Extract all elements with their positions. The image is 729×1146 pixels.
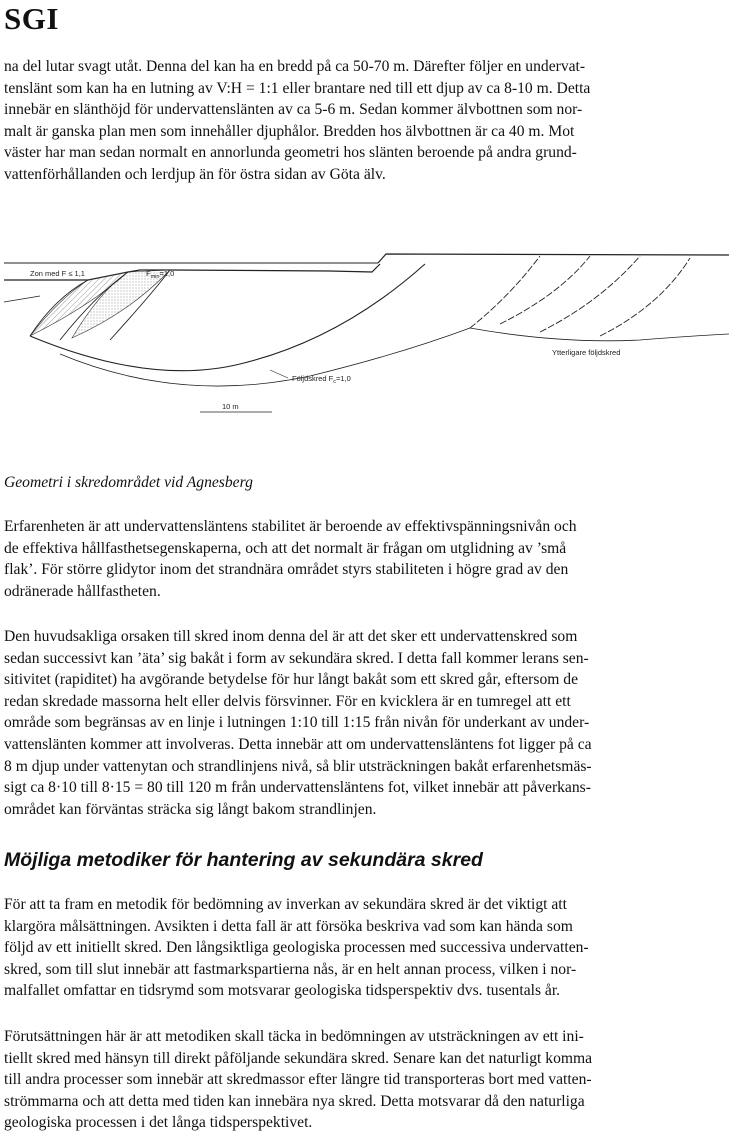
figure-caption: Geometri i skredområdet vid Agnesberg (4, 474, 253, 491)
ground-surface-line (378, 254, 729, 263)
right-arc (470, 328, 729, 341)
paragraph-causes: Den huvudsakliga orsaken till skred inom denna del är att det sker ett undervattenskred som sedan successivt kan ’äta’ sig bakåt i form av sekundära skred. I detta fall kommer lerans sen- sitivitet (rapiditet) ha avgörande betydelse för hur långt bakåt som ett skred går, eftersom de redan skredade massorna helt eller delvis försvinner. För en kvicklera är en tumregel att ett område som begränsas av en linje i lutningen 1:10 till 1:15 från nivån för underkant av under- vattenslänten kommer att involveras. Detta innebär att om undervattensläntens fot ligger på ca 8 m djup under vattenytan och strandlinjens nivå, så blir utsträckningen bakåt erfarenhetsmäs- sigt ca 8·10 till 8·15 = 80 till 120 m från undervattensläntens fot, vilket innebär att påverkans- området kan förväntas sträcka sig långt bakom strandlinjen. (4, 628, 592, 818)
paragraph-premise: Förutsättningen här är att metodiken skall täcka in bedömningen av utsträckningen av ett ini- tiellt skred med hänsyn till direkt påföljande sekundära skred. Senare kan det naturligt komma till andra processer som innebär att skredmassor efter längre tid transporteras bort med vatten- strömmarna och att detta med tiden kan innebära nya skred. Detta motsvarar då den naturliga geologiska processen i det långa tidsperspektivet. (4, 1028, 593, 1132)
further-slide-4 (600, 258, 690, 336)
further-slide-2 (500, 256, 590, 324)
paragraph-stability: Erfarenheten är att undervattensläntens stabilitet är beroende av effektivspänningsnivån och de effektiva hållfasthetsegenskaperna, och att det normalt är frågan om utglidning av ’små flak’. För större glidytor inom det strandnära området styrs stabiliteten i högre grad av den odränerade hållfastheten. (4, 518, 577, 600)
sgi-logo: SGI (4, 1, 59, 36)
paragraph-method: För att ta fram en metodik för bedömning av inverkan av sekundära skred är det viktigt att klargöra målsättningen. Avsikten i detta fall är att försöka beskriva vad som kan hända som följd av ett initiellt skred. Den långsiktliga geologiska processen med successiva undervatten- skred, som till slut innebär att fastmarkspartierna nås, är en helt annan process, vilken i nor- malfallet omfattar en tidsrymd som motsvarar geologiska tidsperspektiv dvs. tusentals år. (4, 896, 589, 1000)
scale-label: 10 m (222, 402, 239, 411)
fmin-label: $F_{min}=1,0$ (146, 269, 175, 280)
further-slide-1 (470, 256, 540, 328)
zone-label: Zon med F ≤ 1,1 (30, 269, 85, 278)
foljdskred-label: Följdskred $F_c=1,0$ (292, 374, 351, 385)
paragraph-geometry: na del lutar svagt utåt. Denna del kan ha en bredd på ca 50-70 m. Därefter följer en undervat- tenslänt som kan ha en lutning av V:H = 1:1 eller brantare ned till ett djup av ca 8-10 m. Detta innebär en slänthöjd för undervattenslänten av ca 5-6 m. Sedan kommer älvbottnen som nor- malt är ganska plan men som innehåller djuphålor. Bredden hos älvbottnen är ca 40 m. Mot väster har man sedan normalt en annorlunda geometri hos slänten beroende på andra grund- vattenförhållanden och lerdjup än för östra sidan av Göta älv. (4, 58, 591, 183)
further-slide-3 (540, 256, 640, 332)
cross-section-drawing (0, 236, 729, 436)
left-bottom-line (4, 296, 40, 302)
slope-cross-section-figure (0, 236, 729, 436)
section-heading: Möjliga metodiker för hantering av sekundära skred (4, 849, 483, 871)
ytterligare-label: Ytterligare följdskred (552, 348, 621, 357)
foljdskred-leader (270, 370, 288, 378)
